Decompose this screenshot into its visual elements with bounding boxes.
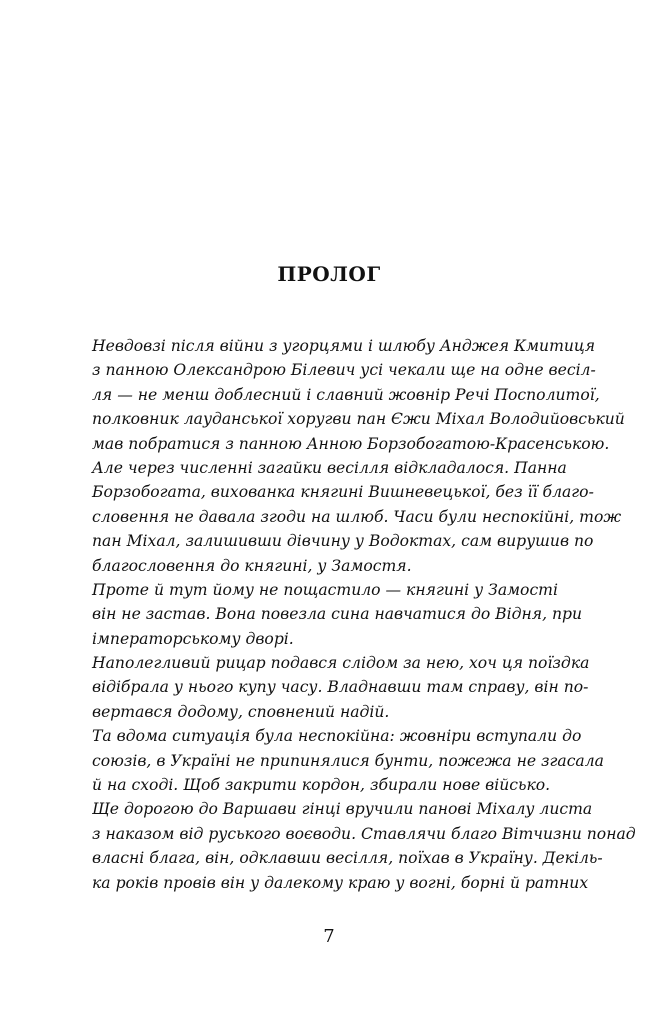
text-line: Борзобогата, вихованка княгині Вишневецької, без її благо- [92,483,594,502]
body-text [92,334,636,895]
text-line: з панною Олександрою Білевич усі чекали ще на одне весіл- [92,361,596,380]
text-line: Але через численні загайки весілля відкладалося. Панна [92,458,567,477]
text-line: Невдовзі після війни з угорцями і шлюбу Анджея Кмитиця [92,337,596,355]
text-line: словення не давала згоди на шлюб. Часи були неспокійні, тож [92,507,622,526]
text-line: з наказом від руського воєводи. Ставлячи благо Вітчизни понад [92,824,636,843]
text-line: Ще дорогою до Варшави гінці вручили панові Міхалу листа [92,800,593,819]
chapter-heading: ПРОЛОГ [277,262,381,286]
text-line: союзів, в Україні не припинялися бунти, пожежа не згасала [92,751,604,770]
text-line: благословення до княгині, у Замостя. [92,556,412,575]
text-line: імператорському дворі. [92,629,294,648]
text-line: відібрала у нього купу часу. Владнавши там справу, він по- [92,678,589,697]
text-line: полковник лауданської хоругви пан Єжи Міхал Володийовський [92,410,625,429]
text-line: й на сході. Щоб закрити кордон, збирали нове військо. [92,776,551,795]
text-line: мав побратися з панною Анною Борзобогатою-Красенською. [92,434,610,453]
text-line: Наполегливий рицар подався слідом за нею, хоч ця поїздка [92,654,590,673]
text-line: він не застав. Вона повезла сина навчатися до Відня, при [92,605,583,624]
text-line: Та вдома ситуація була неспокійна: жовніри вступали до [92,727,582,746]
text-line: пан Міхал, залишивши дівчину у Водоктах, сам вирушив по [92,532,594,551]
text-line: ка років провів він у далекому краю у вогні, борні й ратних [92,873,589,892]
text-line: власні блага, він, одклавши весілля, поїхав в Україну. Декіль- [92,849,603,868]
text-line: Проте й тут йому не пощастило — княгині у Замості [92,580,558,599]
text-line: вертався додому, сповнений надій. [92,702,390,721]
page-number: 7 [323,926,335,947]
text-line: ля — не менш доблесний і славний жовнір Речі Посполитої, [92,385,600,404]
